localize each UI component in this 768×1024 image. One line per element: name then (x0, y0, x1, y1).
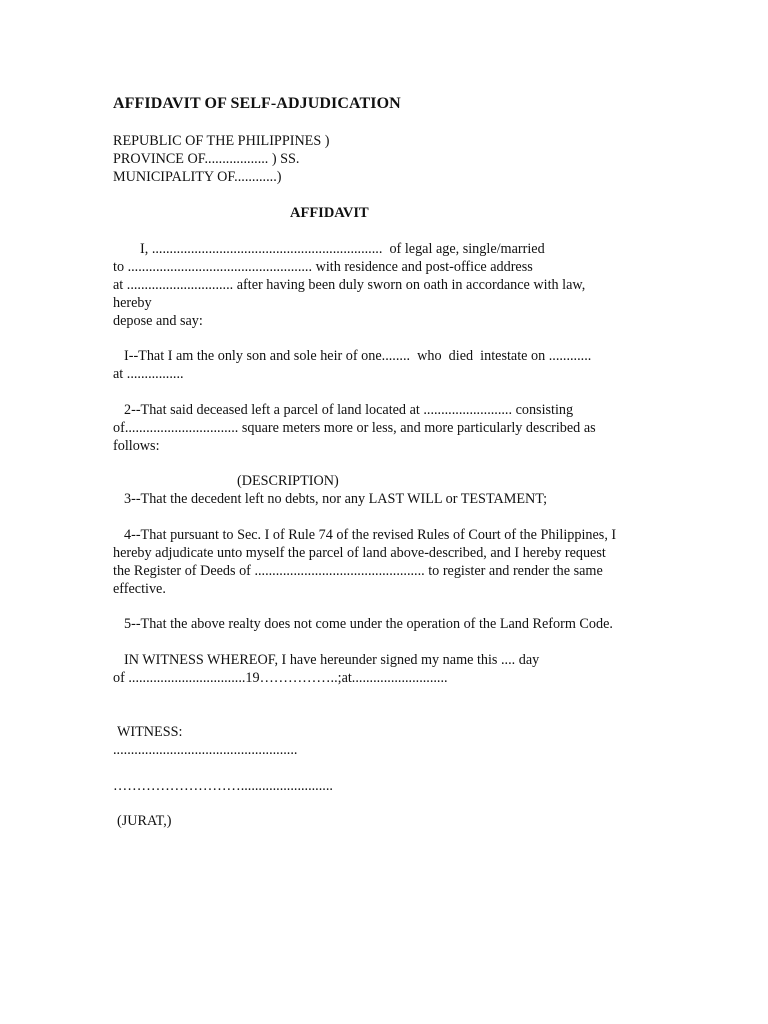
affidavit-heading: AFFIDAVIT (290, 205, 369, 221)
venue-province: PROVINCE OF.................. ) SS. (113, 151, 300, 167)
jurat-placeholder: (JURAT,) (117, 813, 172, 829)
intro-line-1: I, ................................................................. of legal age, single/married (140, 241, 545, 257)
witness-signature-line-2: ……………………….......................... (113, 778, 333, 794)
witness-label: WITNESS: (117, 724, 183, 740)
paragraph-2-line-3: follows: (113, 438, 160, 454)
paragraph-4-line-3: the Register of Deeds of ................................................ to register and render the same (113, 563, 603, 579)
witness-signature-line-1: .................................................... (113, 742, 298, 758)
intro-line-5: depose and say: (113, 313, 203, 329)
paragraph-4-line-4: effective. (113, 581, 166, 597)
paragraph-1-line-1: I--That I am the only son and sole heir of one........ who died intestate on ............ (124, 348, 592, 364)
witness-clause-line-1: IN WITNESS WHEREOF, I have hereunder signed my name this .... day (124, 652, 540, 668)
document-title: AFFIDAVIT OF SELF-ADJUDICATION (113, 95, 401, 112)
paragraph-2-line-2: of................................ square meters more or less, and more particularly described as (113, 420, 596, 436)
paragraph-5: 5--That the above realty does not come under the operation of the Land Reform Code. (124, 616, 613, 632)
witness-clause-line-2: of .................................19……………..;at........................... (113, 670, 448, 686)
paragraph-4-line-2: hereby adjudicate unto myself the parcel of land above-described, and I hereby request (113, 545, 606, 561)
paragraph-4-line-1: 4--That pursuant to Sec. I of Rule 74 of the revised Rules of Court of the Philippines, I (124, 527, 617, 543)
paragraph-3: 3--That the decedent left no debts, nor any LAST WILL or TESTAMENT; (124, 491, 548, 507)
paragraph-1-line-2: at ................ (113, 366, 184, 382)
intro-line-2: to .................................................... with residence and post-office address (113, 259, 533, 275)
description-placeholder: (DESCRIPTION) (237, 473, 339, 489)
intro-line-3: at .............................. after having been duly sworn on oath in accordance with law, (113, 277, 586, 293)
intro-line-4: hereby (113, 295, 152, 311)
venue-municipality: MUNICIPALITY OF............) (113, 169, 282, 185)
paragraph-2-line-1: 2--That said deceased left a parcel of land located at ......................... consisting (124, 402, 574, 418)
venue-republic: REPUBLIC OF THE PHILIPPINES ) (113, 133, 330, 149)
